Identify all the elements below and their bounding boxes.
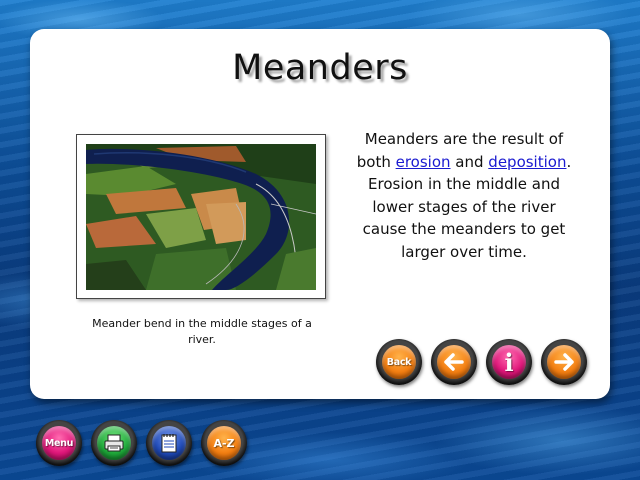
body-text (350, 128, 578, 263)
meander-photo (86, 144, 316, 290)
a-z-label: A-Z (213, 436, 235, 450)
print-button[interactable] (91, 420, 137, 466)
arrow-left-icon (443, 351, 465, 373)
next-button[interactable] (541, 339, 587, 385)
notepad-icon (159, 432, 179, 454)
menu-button[interactable] (36, 420, 82, 466)
print-button-face (97, 426, 131, 460)
menu-label: Menu (44, 437, 74, 449)
info-icon: i (504, 347, 514, 377)
body-text-start: Meanders are the result of both (356, 130, 564, 171)
info-button[interactable] (486, 339, 532, 385)
notes-button-face (152, 426, 186, 460)
next-button-face (547, 345, 581, 379)
back-label: Back (386, 356, 412, 368)
previous-button[interactable] (431, 339, 477, 385)
a-z-button-face (207, 426, 241, 460)
deposition-link[interactable]: deposition (488, 152, 567, 171)
photo-frame (76, 134, 326, 299)
info-button-face (492, 345, 526, 379)
previous-button-face (437, 345, 471, 379)
printer-icon (103, 433, 125, 453)
page-title: Meanders (232, 48, 408, 88)
back-button[interactable] (376, 339, 422, 385)
body-text-and: and (450, 152, 489, 171)
menu-button-face (42, 426, 76, 460)
a-z-button[interactable] (201, 420, 247, 466)
erosion-link[interactable]: erosion (395, 152, 451, 171)
back-button-face (382, 345, 416, 379)
notes-button[interactable] (146, 420, 192, 466)
body-text-end: . Erosion in the middle and lower stages of the river cause the meanders to get larger over time. (362, 152, 572, 261)
photo-caption: Meander bend in the middle stages of a river. (92, 317, 312, 346)
arrow-right-icon (553, 351, 575, 373)
